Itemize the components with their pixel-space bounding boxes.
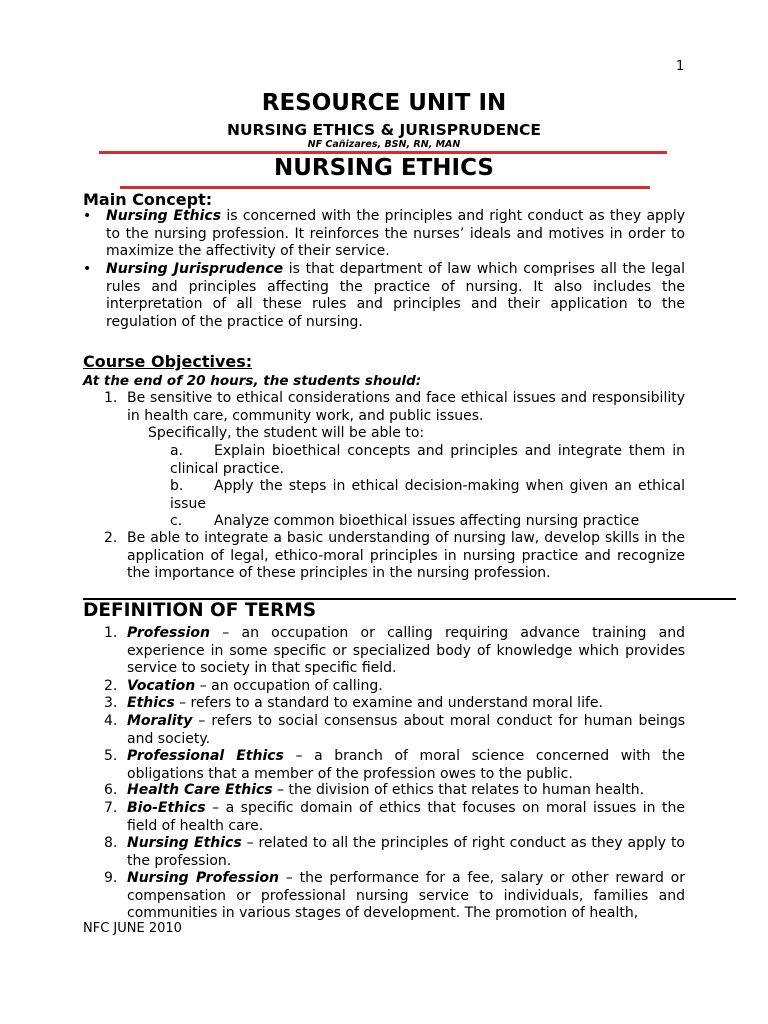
objective-text: Be sensitive to ethical considerations and face ethical issues and responsibility in health care, community work, and public issues. <box>127 390 685 424</box>
term: Ethics <box>127 695 175 711</box>
bullet-icon: • <box>83 208 92 224</box>
sub-objective-label: b. <box>170 478 184 494</box>
objectives-lead: At the end of 20 hours, the students should: <box>83 373 422 389</box>
definition: – the division of ethics that relates to human health. <box>272 782 645 798</box>
definition: – an occupation of calling. <box>195 678 383 694</box>
definition-number: 9. <box>104 870 118 886</box>
author-credit: NF Cañizares, BSN, RN, MAN <box>307 139 461 150</box>
definition-number: 6. <box>104 782 118 798</box>
term: Nursing Ethics <box>106 208 222 224</box>
objectives-specifically: Specifically, the student will be able to: <box>148 425 425 441</box>
definition: – an occupation or calling requiring advance training and experience in some specific or specialized body of knowledge which provides service to society in that specific field. <box>127 625 685 676</box>
term: Nursing Profession <box>127 870 279 886</box>
definition: is that department of law which comprises all the legal rules and principles affecting the practice of nursing. It also includes the interpretation of all these rules and principles and their application to the regulation of the practice of nursing. <box>106 261 685 330</box>
term: Nursing Ethics <box>127 835 242 851</box>
red-divider-top <box>99 151 667 154</box>
definition-item <box>127 678 685 696</box>
main-concept-heading: Main Concept: <box>83 190 213 209</box>
definition-item <box>127 625 685 678</box>
sub-objective-label: a. <box>170 443 184 459</box>
resource-unit-subtitle: NURSING ETHICS & JURISPRUDENCE <box>226 121 542 139</box>
main-title: NURSING ETHICS <box>274 155 494 181</box>
definition: is concerned with the principles and right conduct as they apply to the nursing profession. It reinforces the nurses’ ideals and motives in order to maximize the affectivity of their service. <box>106 208 685 259</box>
definition-item <box>127 800 685 835</box>
sub-objective-label: c. <box>170 513 183 529</box>
definition: – the performance for a fee, salary or other reward or compensation or professional nursing service to individuals, families and communities in various stages of development. The promotion of health, <box>127 870 685 921</box>
definition-number: 4. <box>104 713 118 729</box>
definition: – a specific domain of ethics that focuses on moral issues in the field of health care. <box>127 800 685 834</box>
bullet-icon: • <box>83 261 92 277</box>
objective-number: 1. <box>104 390 118 406</box>
definition-item <box>127 713 685 748</box>
definition-number: 2. <box>104 678 118 694</box>
resource-unit-title: RESOURCE UNIT IN <box>261 90 507 116</box>
definition-item <box>127 695 685 713</box>
sub-objective-text: Apply the steps in ethical decision-making when given an ethical issue <box>170 478 685 512</box>
definition-item <box>127 782 685 800</box>
term: Nursing Jurisprudence <box>106 261 284 277</box>
definition-number: 3. <box>104 695 118 711</box>
main-concept-bullet <box>106 208 685 261</box>
term: Bio-Ethics <box>127 800 206 816</box>
definition: – refers to social consensus about moral conduct for human beings and society. <box>127 713 685 747</box>
objective-text: Be able to integrate a basic understanding of nursing law, develop skills in the application of legal, ethico-moral principles in nursing practice and recognize the importance of these principles in the nursing profession. <box>127 530 685 581</box>
definition-number: 5. <box>104 748 118 764</box>
definition-item <box>127 870 685 923</box>
definitions-heading: DEFINITION OF TERMS <box>83 600 317 621</box>
definition-item <box>127 835 685 870</box>
page-number: 1 <box>676 59 685 74</box>
term: Morality <box>127 713 193 729</box>
term: Health Care Ethics <box>127 782 273 798</box>
definition: – a branch of moral science concerned with the obligations that a member of the profession owes to the public. <box>127 748 686 782</box>
definition: – refers to a standard to examine and understand moral life. <box>174 695 603 711</box>
main-concept-bullet <box>106 261 685 331</box>
footer-date: NFC JUNE 2010 <box>83 921 182 936</box>
objective-number: 2. <box>104 530 118 546</box>
definition-item <box>127 748 685 783</box>
sub-objective-text: Explain bioethical concepts and principles and integrate them in clinical practice. <box>170 443 685 477</box>
course-objectives-heading: Course Objectives: <box>83 352 253 371</box>
definition: – related to all the principles of right conduct as they apply to the profession. <box>127 835 685 869</box>
term: Professional Ethics <box>127 748 284 764</box>
term: Profession <box>127 625 210 641</box>
definition-number: 7. <box>104 800 118 816</box>
red-divider-bottom <box>120 186 650 189</box>
sub-objective-text: Analyze common bioethical issues affecting nursing practice <box>214 513 640 529</box>
definition-number: 8. <box>104 835 118 851</box>
term: Vocation <box>127 678 196 694</box>
definition-number: 1. <box>104 625 118 641</box>
